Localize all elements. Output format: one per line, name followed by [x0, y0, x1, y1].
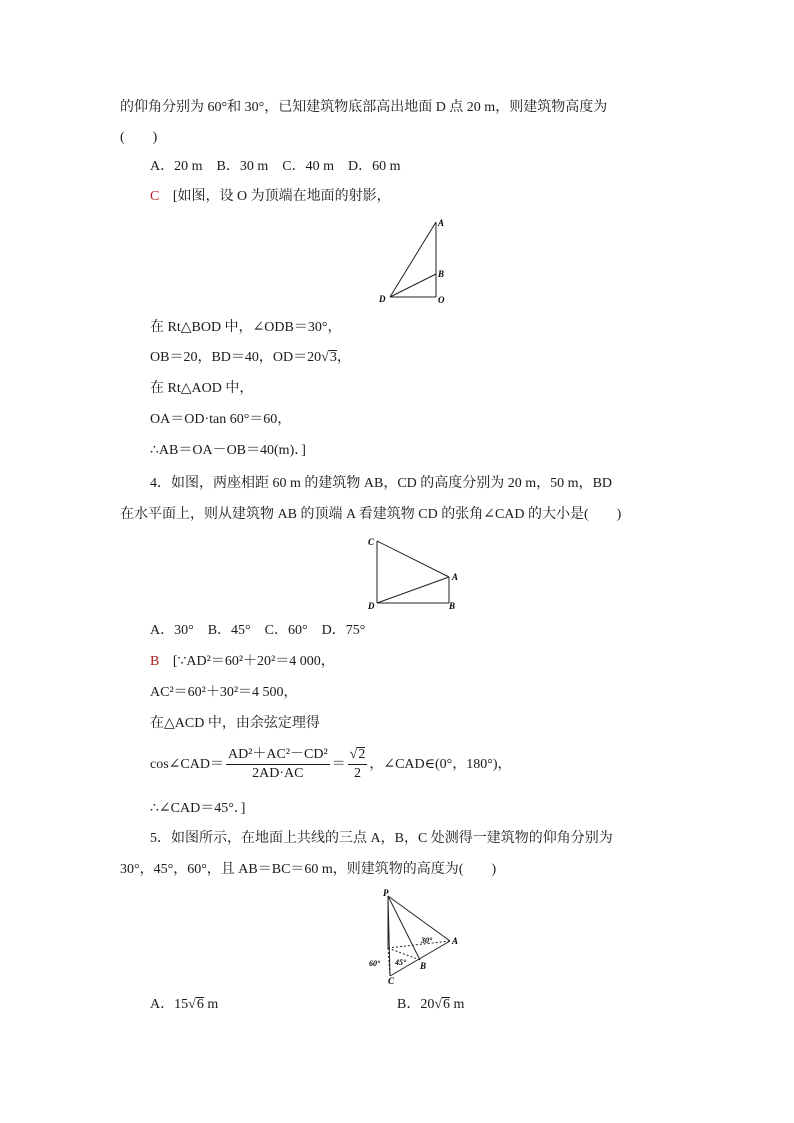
q5-fig-angle-30: 30° — [421, 936, 433, 945]
sqrt-radicand: 6 — [196, 997, 204, 1012]
q5-option-b: B．20√6 m — [397, 997, 465, 1012]
q3-stem-line: 的仰角分别为 60°和 30°，已知建筑物底部高出地面 D 点 20 m，则建筑物高度为 — [120, 100, 608, 115]
q3-fig-label-o: O — [438, 295, 445, 305]
sqrt-radicand: 3 — [329, 350, 337, 365]
q4-solution-line: 在△ACD 中，由余弦定理得 — [150, 716, 320, 731]
q4-solution-start — [150, 652, 335, 672]
fraction-numerator: AD²＋AC²－CD² — [226, 746, 330, 765]
root-fraction: $\frac{√2}{2}$ — [349, 747, 366, 782]
option-unit: m — [450, 997, 465, 1012]
q4-fig-label-b: B — [449, 601, 456, 611]
q5-figure — [364, 888, 464, 984]
q3-solution-line: OA＝OD·tan 60°＝60， — [150, 412, 292, 427]
q3-answer-letter: C — [150, 189, 160, 204]
sqrt-radicand: 2 — [358, 747, 366, 763]
fraction-denominator: 2 — [354, 766, 362, 782]
option-unit: m — [203, 997, 219, 1012]
q5-stem-line: 30°，45°，60°，且 AB＝BC＝60 m，则建筑物的高度为( ) — [120, 862, 497, 877]
q5-fig-angle-60: 60° — [369, 959, 381, 968]
option-text: A．15 — [150, 997, 189, 1012]
q4-solution-line: ∴∠CAD＝45°．] — [150, 801, 246, 816]
q3-answer-paren: ( ) — [120, 130, 158, 145]
q5-fig-angle-45: 45° — [395, 958, 407, 967]
formula-tail: ，∠CAD∈(0°，180°)， — [369, 757, 512, 772]
q3-solution-line: 在 Rt△AOD 中， — [150, 381, 254, 396]
q3-fig-label-d: D — [379, 294, 386, 304]
q4-fig-label-c: C — [368, 537, 375, 547]
q3-solution-text: ， — [336, 350, 351, 365]
q4-solution-line: AC²＝60²＋30²＝4 500， — [150, 685, 298, 700]
fraction-denominator: 2AD·AC — [252, 766, 304, 782]
q3-figure — [376, 214, 456, 306]
q5-fig-label-c: C — [388, 976, 395, 984]
q3-solution-line: ∴AB＝OA－OB＝40(m)．] — [150, 443, 306, 458]
q3-solution-line: OB＝20，BD＝40，OD＝20√3， — [150, 350, 351, 365]
formula-lhs: cos∠CAD＝ — [150, 757, 224, 772]
q5-fig-label-b: B — [420, 961, 427, 971]
q3-solution-text: OB＝20，BD＝40，OD＝20 — [150, 350, 322, 365]
q5-fig-label-a: A — [452, 936, 459, 946]
q4-stem-line: 在水平面上，则从建筑物 AB 的顶端 A 看建筑物 CD 的张角∠CAD 的大小是( ) — [120, 507, 622, 522]
q3-solution-start — [150, 187, 391, 207]
q4-solution-formula — [150, 743, 512, 789]
q4-stem-line: 4．如图，两座相距 60 m 的建筑物 AB，CD 的高度分别为 20 m，50 m，BD — [150, 476, 613, 491]
q5-fig-label-p: P — [383, 888, 389, 898]
q5-option-a: A．15√6 m — [150, 997, 219, 1012]
q4-figure — [365, 533, 465, 613]
formula-fraction — [226, 746, 330, 783]
q4-answer-letter: B — [150, 654, 160, 669]
q3-options: A．20 m B．30 m C．40 m D．60 m — [150, 159, 401, 174]
equals-sign: ＝ — [331, 757, 346, 772]
q3-fig-label-b: B — [438, 269, 445, 279]
q3-solution-line: 在 Rt△BOD 中，∠ODB＝30°， — [150, 320, 342, 335]
q4-fig-label-a: A — [452, 572, 459, 582]
q4-solution-text: [∵AD²＝60²＋20²＝4 000， — [172, 654, 335, 669]
q4-options: A．30° B．45° C．60° D．75° — [150, 623, 366, 638]
q3-solution-text: [如图，设 O 为顶端在地面的射影， — [172, 189, 391, 204]
q3-fig-label-a: A — [438, 218, 445, 228]
sqrt-radicand: 6 — [443, 997, 451, 1012]
option-text: B．20 — [397, 997, 435, 1012]
q5-stem-line: 5．如图所示，在地面上共线的三点 A，B，C 处测得一建筑物的仰角分别为 — [150, 831, 613, 846]
q4-fig-label-d: D — [368, 601, 375, 611]
